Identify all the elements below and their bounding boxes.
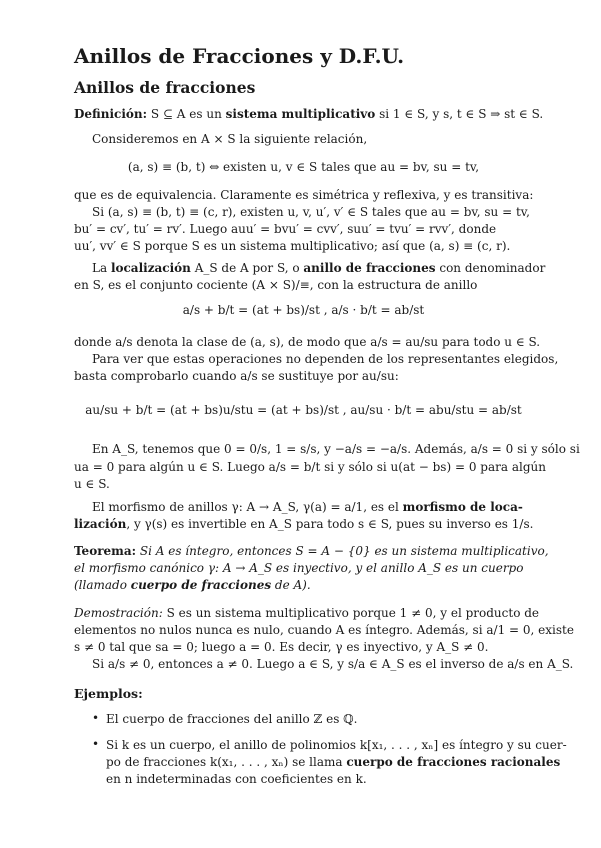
relation-equation: (a, s) ≡ (b, t) ⇔ existen u, v ∈ S tales que au = bv, su = tv,: [127, 160, 480, 174]
theorem-paragraph: Teorema: Si A es íntegro, entonces S = A − {0} es un sistema multiplicativo,: [74, 544, 549, 558]
donde-line: donde a/s denota la clase de (a, s), de modo que a/s = au/su para todo u ∈ S.: [74, 335, 541, 349]
proof-label: Demostración:: [74, 606, 163, 620]
example-item-line: en n indeterminadas con coeficientes en k.: [106, 772, 367, 786]
equivalence-line: bu′ = cv′, tu′ = rv′. Luego auu′ = bvu′ = cvv′, suu′ = tvu′ = rvv′, donde: [74, 222, 497, 236]
in-as-line: En A_S, tenemos que 0 = 0/s, 1 = s/s, y −a/s = −a/s. Además, a/s = 0 si y sólo si: [92, 442, 580, 456]
ring-operations-formula: a/s + b/t = (at + bs)/st , a/s · b/t = ab/st: [182, 303, 425, 317]
example-item: El cuerpo de fracciones del anillo ℤ es ℚ.: [106, 712, 358, 726]
bullet-icon: •: [92, 737, 100, 751]
equivalence-line: que es de equivalencia. Claramente es simétrica y reflexiva, y es transitiva:: [74, 188, 534, 202]
in-as-line: u ∈ S.: [74, 477, 110, 491]
bullet-icon: •: [92, 711, 100, 725]
equivalence-line: Si (a, s) ≡ (b, t) ≡ (c, r), existen u, v, u′, v′ ∈ S tales que au = bv, su = tv,: [92, 205, 530, 219]
equivalence-line: uu′, vv′ ∈ S porque S es un sistema multiplicativo; así que (a, s) ≡ (c, r).: [74, 239, 511, 253]
morphism-line: lización, y γ(s) es invertible en A_S para todo s ∈ S, pues su inverso es 1/s.: [74, 517, 534, 531]
page-title: Anillos de Fracciones y D.F.U.: [74, 44, 405, 68]
consider-text: Consideremos en A × S la siguiente relación,: [92, 132, 368, 146]
examples-heading: Ejemplos:: [74, 686, 143, 701]
theorem-line: (llamado cuerpo de fracciones de A).: [74, 578, 311, 592]
proof-line: s ≠ 0 tal que sa = 0; luego a = 0. Es decir, γ es inyectivo, y A_S ≠ 0.: [74, 640, 489, 654]
in-as-line: ua = 0 para algún u ∈ S. Luego a/s = b/t si y sólo si u(at − bs) = 0 para algún: [74, 460, 546, 474]
localization-line: en S, es el conjunto cociente (A × S)/≡, con la estructura de anillo: [74, 278, 478, 292]
morphism-paragraph: El morfismo de anillos γ: A → A_S, γ(a) = a/1, es el morfismo de loca-: [92, 500, 523, 514]
localization-paragraph: La localización A_S de A por S, o anillo de fracciones con denominador: [92, 261, 546, 275]
theorem-line: el morfismo canónico γ: A → A_S es inyectivo, y el anillo A_S es un cuerpo: [74, 561, 524, 575]
proof-paragraph: Demostración: S es un sistema multiplicativo porque 1 ≠ 0, y el producto de: [74, 606, 540, 620]
section-heading: Anillos de fracciones: [74, 78, 256, 97]
proof-line: Si a/s ≠ 0, entonces a ≠ 0. Luego a ∈ S, y s/a ∈ A_S es el inverso de a/s en A_S.: [92, 657, 574, 671]
example-item-line: po de fracciones k(x₁, . . . , xₙ) se llama cuerpo de fracciones racionales: [106, 755, 561, 769]
example-item: Si k es un cuerpo, el anillo de polinomios k[x₁, . . . , xₙ] es íntegro y su cuer-: [106, 738, 567, 752]
definition-label: Definición:: [74, 107, 148, 121]
well-defined-formula: au/su + b/t = (at + bs)u/stu = (at + bs)/st , au/su · b/t = abu/stu = ab/st: [85, 403, 522, 417]
check-line: basta comprobarlo cuando a/s se sustituye por au/su:: [74, 369, 399, 383]
proof-line: elementos no nulos nunca es nulo, cuando A es íntegro. Además, si a/1 = 0, existe: [74, 623, 574, 637]
definition-paragraph: Definición: S ⊆ A es un sistema multiplicativo si 1 ∈ S, y s, t ∈ S ⇒ st ∈ S.: [74, 107, 544, 121]
check-line: Para ver que estas operaciones no dependen de los representantes elegidos,: [92, 352, 559, 366]
theorem-label: Teorema:: [74, 544, 137, 558]
